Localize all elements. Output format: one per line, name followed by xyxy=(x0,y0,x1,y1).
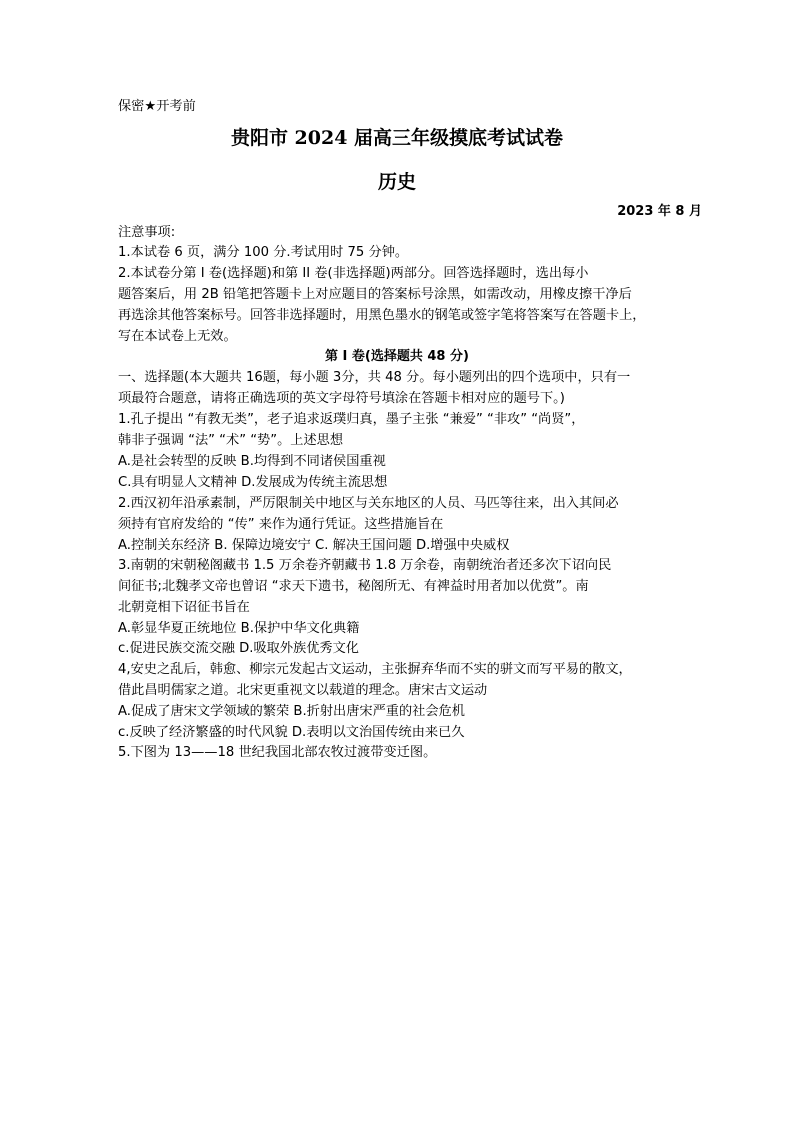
question-3-stem-line-2: 间征书;北魏孝文帝也曾诏 “求天下遗书，秘阁所无、有禆益时用者加以优赏”。南 xyxy=(118,579,589,594)
question-3-options-1: A.彰显华夏正统地位 B.保护中华文化典籍 xyxy=(118,621,360,636)
question-4-options-1: A.促成了唐宋文学领域的繁荣 B.折射出唐宋严重的社会危机 xyxy=(118,704,465,719)
question-1-stem-line-2: 韩非子强调 “法” “术” “势”。上述思想 xyxy=(118,433,344,448)
notice-item-1: 1.本试卷 6 页，满分 100 分.考试用时 75 分钟。 xyxy=(118,245,409,260)
notice-item-2-line-1: 2.本试卷分第 I 卷(选择题)和第 II 卷(非选择题)两部分。回答选择题时，选出每小 xyxy=(118,266,589,281)
question-2-stem-line-1: 2.西汉初年沿承素制，严厉限制关中地区与关东地区的人员、马匹等往来，出入其间必 xyxy=(118,496,619,511)
section-1-heading: 第 I 卷(选择题共 48 分) xyxy=(325,349,469,364)
notice-heading: 注意事项: xyxy=(118,225,176,240)
question-4-stem-line-1: 4,安史之乱后，韩愈、柳宗元发起古文运动，主张摒弃华而不实的骈文而写平易的散文， xyxy=(118,662,632,677)
confidential-mark: 保密★开考前 xyxy=(118,99,196,114)
question-5-stem-line-1: 5.下图为 13——18 世纪我国北部农牧过渡带变迁图。 xyxy=(118,745,437,760)
exam-date: 2023 年 8 月 xyxy=(617,204,702,219)
exam-title: 贵阳市 2024 届高三年级摸底考试试卷 xyxy=(230,127,564,149)
question-2-stem-line-2: 须持有官府发给的 “传” 来作为通行凭证。这些措施旨在 xyxy=(118,517,444,532)
question-3-stem-line-1: 3.南朝的宋朝秘阁藏书 1.5 万余卷齐朝藏书 1.8 万余卷，南朝统治者还多次下诏向民 xyxy=(118,558,612,573)
section-1-intro-line-2: 项最符合题意，请将正确选项的英文字母符号填涂在答题卡相对应的题号下。) xyxy=(118,391,565,406)
subject-title: 历史 xyxy=(377,171,416,193)
question-3-options-2: c.促进民族交流交融 D.吸取外族优秀文化 xyxy=(118,641,359,656)
question-1-options-1: A.是社会转型的反映 B.均得到不同诸侯国重视 xyxy=(118,454,386,469)
notice-item-2-line-3: 再选涂其他答案标号。回答非选择题时，用黑色墨水的钢笔或签字笔将答案写在答题卡上， xyxy=(118,308,646,323)
question-4-stem-line-2: 借此昌明儒家之道。北宋更重视文以载道的理念。唐宋古文运动 xyxy=(118,683,488,698)
question-3-stem-line-3: 北朝竟相下诏征书旨在 xyxy=(118,600,250,615)
notice-item-2-line-2: 题答案后，用 2B 铅笔把答题卡上对应题目的答案标号涂黑，如需改动，用橡皮擦干净后 xyxy=(118,287,632,302)
notice-item-2-line-4: 写在本试卷上无效。 xyxy=(118,329,237,344)
question-2-options: A.控制关东经济 B. 保障边境安宁 C. 解决王国问题 D.增强中央威权 xyxy=(118,538,510,553)
question-1-stem-line-1: 1.孔子提出 “有教无类”，老子追求返璞归真，墨子主张 “兼爱” “非攻” “尚贤”， xyxy=(118,412,585,427)
question-4-options-2: c.反映了经济繁盛的时代风貌 D.表明以文治国传统由来已久 xyxy=(118,725,465,740)
section-1-intro-line-1: 一、选择题(本大题共 16题，每小题 3分，共 48 分。每小题列出的四个选项中，只有一 xyxy=(118,370,631,385)
question-1-options-2: C.具有明显人文精神 D.发展成为传统主流思想 xyxy=(118,475,388,490)
